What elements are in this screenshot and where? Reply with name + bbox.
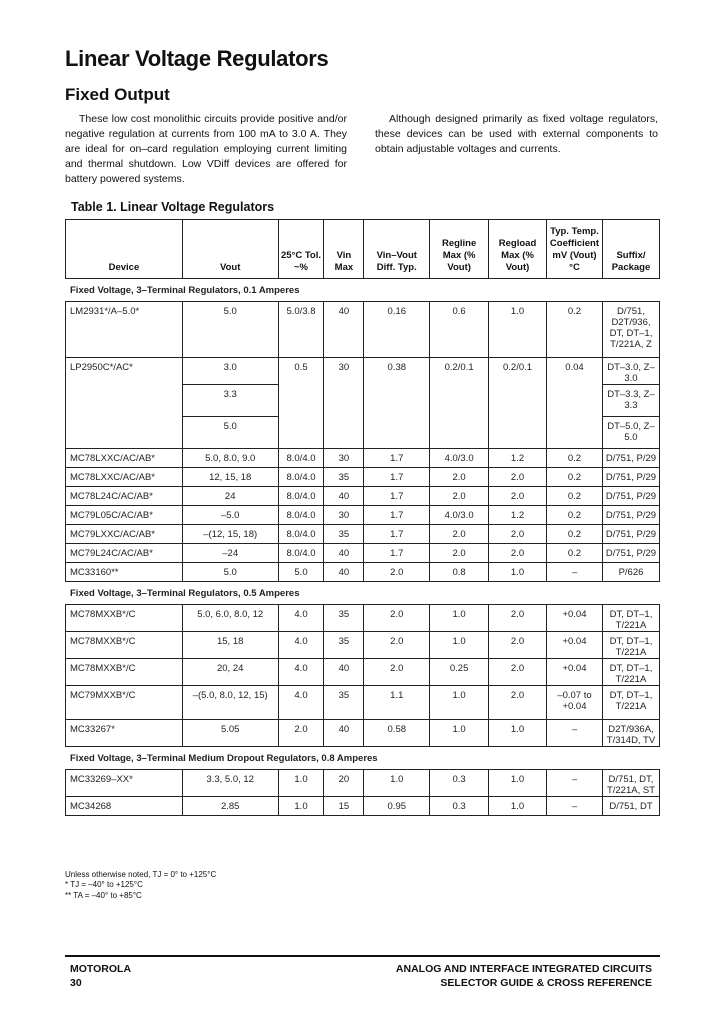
header-package: Suffix/ Package	[602, 220, 659, 279]
cell-device: LP2950C*/AC*	[66, 358, 183, 449]
cell-vout: –24	[182, 544, 278, 563]
cell-pkg: D/751, DT, T/221A, ST	[602, 770, 659, 797]
cell-device: MC33160**	[66, 563, 183, 582]
cell-tol: 8.0/4.0	[278, 468, 324, 487]
cell-tol: 4.0	[278, 605, 324, 632]
cell-tempco: 0.2	[546, 525, 602, 544]
cell-tempco: 0.2	[546, 449, 602, 468]
table-row	[66, 487, 660, 506]
cell-vin: 30	[324, 449, 364, 468]
cell-device: MC33269–XX*	[66, 770, 183, 797]
table-row	[66, 544, 660, 563]
cell-regload: 2.0	[489, 686, 547, 720]
header-vin-max: Vin Max	[324, 220, 364, 279]
cell-diff: 0.38	[364, 358, 430, 449]
table-row	[66, 770, 660, 797]
table-row	[66, 302, 660, 358]
cell-tempco: 0.2	[546, 544, 602, 563]
cell-tempco: +0.04	[546, 605, 602, 632]
cell-vin: 35	[324, 686, 364, 720]
cell-regline: 0.3	[430, 797, 489, 816]
cell-tempco: 0.2	[546, 506, 602, 525]
cell-tempco: 0.04	[546, 358, 602, 449]
cell-pkg: D2T/936A, T/314D, TV	[602, 720, 659, 747]
cell-tempco: 0.2	[546, 487, 602, 506]
cell-regload: 0.2/0.1	[489, 358, 547, 449]
table-row	[66, 525, 660, 544]
cell-tempco: –	[546, 563, 602, 582]
cell-diff: 1.7	[364, 449, 430, 468]
cell-tol: 1.0	[278, 797, 324, 816]
cell-pkg: DT, DT–1, T/221A	[602, 686, 659, 720]
cell-regline: 2.0	[430, 468, 489, 487]
footer-brand: MOTOROLA	[70, 963, 132, 975]
cell-regline: 1.0	[430, 632, 489, 659]
cell-device: MC78LXXC/AC/AB*	[66, 468, 183, 487]
table-row	[66, 506, 660, 525]
table-row	[66, 468, 660, 487]
cell-regload: 2.0	[489, 632, 547, 659]
cell-vin: 35	[324, 468, 364, 487]
footer-divider	[65, 955, 660, 957]
cell-vin: 40	[324, 720, 364, 747]
cell-device: MC78MXXB*/C	[66, 605, 183, 632]
cell-tol: 5.0	[278, 563, 324, 582]
cell-device: MC78MXXB*/C	[66, 632, 183, 659]
cell-regline: 2.0	[430, 525, 489, 544]
cell-vin: 35	[324, 632, 364, 659]
cell-vout: 5.0, 6.0, 8.0, 12	[182, 605, 278, 632]
cell-regload: 1.2	[489, 506, 547, 525]
cell-regline: 0.25	[430, 659, 489, 686]
section-row	[66, 279, 660, 302]
cell-tempco: –	[546, 720, 602, 747]
cell-regline: 1.0	[430, 605, 489, 632]
cell-tol: 2.0	[278, 720, 324, 747]
cell-tol: 8.0/4.0	[278, 487, 324, 506]
section-title: Fixed Voltage, 3–Terminal Medium Dropout Regulators, 0.8 Amperes	[66, 747, 660, 770]
cell-regload: 1.0	[489, 797, 547, 816]
footer-title-line1: ANALOG AND INTERFACE INTEGRATED CIRCUITS	[395, 963, 652, 975]
cell-diff: 1.7	[364, 525, 430, 544]
section-heading: Fixed Output	[65, 85, 170, 104]
footnote-single-star: * TJ = –40° to +125°C	[65, 880, 143, 889]
table-row	[66, 686, 660, 720]
cell-tempco: –	[546, 770, 602, 797]
cell-diff: 0.58	[364, 720, 430, 747]
cell-device: MC79LXXC/AC/AB*	[66, 525, 183, 544]
cell-diff: 1.7	[364, 487, 430, 506]
cell-diff: 0.95	[364, 797, 430, 816]
cell-vin: 40	[324, 487, 364, 506]
cell-regload: 1.0	[489, 720, 547, 747]
cell-regline: 1.0	[430, 686, 489, 720]
cell-pkg: D/751, D2T/936, DT, DT–1, T/221A, Z	[602, 302, 659, 358]
table-row	[66, 563, 660, 582]
header-device: Device	[66, 220, 183, 279]
footer-page-number: 30	[70, 977, 82, 989]
cell-pkg: P/626	[602, 563, 659, 582]
cell-vout: 20, 24	[182, 659, 278, 686]
cell-tol: 1.0	[278, 770, 324, 797]
cell-pkg: D/751, P/29	[602, 506, 659, 525]
cell-regline: 2.0	[430, 487, 489, 506]
cell-vin: 30	[324, 506, 364, 525]
cell-device: MC79L24C/AC/AB*	[66, 544, 183, 563]
cell-diff: 1.0	[364, 770, 430, 797]
cell-pkg: D/751, P/29	[602, 487, 659, 506]
cell-vin: 40	[324, 659, 364, 686]
header-differential: Vin–Vout Diff. Typ.	[364, 220, 430, 279]
cell-tempco: –	[546, 797, 602, 816]
cell-regload: 1.0	[489, 563, 547, 582]
cell-pkg: D/751, DT	[602, 797, 659, 816]
table-row	[66, 449, 660, 468]
table-row	[66, 605, 660, 632]
header-tolerance: 25°C Tol. ~%	[278, 220, 324, 279]
regulators-table	[65, 219, 660, 816]
cell-vout: –5.0	[182, 506, 278, 525]
cell-vout: 2.85	[182, 797, 278, 816]
section-title: Fixed Voltage, 3–Terminal Regulators, 0.1 Amperes	[66, 279, 660, 302]
cell-tol: 0.5	[278, 358, 324, 449]
cell-vin: 40	[324, 302, 364, 358]
cell-regline: 0.6	[430, 302, 489, 358]
cell-regload: 2.0	[489, 659, 547, 686]
cell-regload: 1.0	[489, 302, 547, 358]
cell-regload: 2.0	[489, 487, 547, 506]
cell-pkg: DT–3.0, Z–3.0	[602, 358, 659, 385]
cell-tol: 4.0	[278, 686, 324, 720]
cell-regline: 0.2/0.1	[430, 358, 489, 449]
cell-device: LM2931*/A–5.0*	[66, 302, 183, 358]
cell-pkg: D/751, P/29	[602, 449, 659, 468]
section-title: Fixed Voltage, 3–Terminal Regulators, 0.5 Amperes	[66, 582, 660, 605]
cell-diff: 2.0	[364, 632, 430, 659]
cell-pkg: DT, DT–1, T/221A	[602, 632, 659, 659]
footer-left	[70, 962, 131, 990]
cell-vout: 3.3, 5.0, 12	[182, 770, 278, 797]
cell-regload: 1.0	[489, 770, 547, 797]
cell-tempco: 0.2	[546, 302, 602, 358]
cell-diff: 2.0	[364, 563, 430, 582]
footnote-double-star: ** TA = –40° to +85°C	[65, 891, 142, 900]
table-row	[66, 720, 660, 747]
cell-regline: 0.3	[430, 770, 489, 797]
cell-diff: 1.7	[364, 544, 430, 563]
cell-tol: 8.0/4.0	[278, 544, 324, 563]
cell-diff: 2.0	[364, 605, 430, 632]
cell-regline: 0.8	[430, 563, 489, 582]
cell-pkg: DT–3.3, Z–3.3	[602, 385, 659, 417]
table-row	[66, 659, 660, 686]
cell-tempco: 0.2	[546, 468, 602, 487]
cell-regload: 2.0	[489, 525, 547, 544]
cell-tol: 4.0	[278, 659, 324, 686]
cell-tempco: +0.04	[546, 632, 602, 659]
table-header-row	[66, 220, 660, 279]
cell-diff: 1.1	[364, 686, 430, 720]
cell-device: MC33267*	[66, 720, 183, 747]
cell-tol: 4.0	[278, 632, 324, 659]
cell-vout: –(12, 15, 18)	[182, 525, 278, 544]
cell-vin: 35	[324, 525, 364, 544]
cell-regline: 4.0/3.0	[430, 449, 489, 468]
intro-right-paragraph: Although designed primarily as fixed voltage regulators, these devices can be used with external components to obtain adjustable voltages and currents.	[375, 113, 658, 155]
cell-pkg: D/751, P/29	[602, 525, 659, 544]
cell-diff: 2.0	[364, 659, 430, 686]
header-vout: Vout	[182, 220, 278, 279]
footnote-conditions: Unless otherwise noted, TJ = 0° to +125°C	[65, 870, 217, 879]
table-caption: Table 1. Linear Voltage Regulators	[71, 200, 275, 214]
cell-device: MC78LXXC/AC/AB*	[66, 449, 183, 468]
cell-vout: 15, 18	[182, 632, 278, 659]
cell-device: MC78MXXB*/C	[66, 659, 183, 686]
section-row	[66, 582, 660, 605]
cell-vin: 20	[324, 770, 364, 797]
cell-regline: 2.0	[430, 544, 489, 563]
cell-vout: 5.0	[182, 417, 278, 449]
header-regline: Regline Max (% Vout)	[430, 220, 489, 279]
cell-diff: 0.16	[364, 302, 430, 358]
table-body	[66, 279, 660, 816]
cell-pkg: D/751, P/29	[602, 544, 659, 563]
section-row	[66, 747, 660, 770]
cell-regload: 1.2	[489, 449, 547, 468]
cell-regload: 2.0	[489, 544, 547, 563]
cell-device: MC78L24C/AC/AB*	[66, 487, 183, 506]
cell-device: MC79MXXB*/C	[66, 686, 183, 720]
table-row	[66, 358, 660, 385]
cell-tempco: +0.04	[546, 659, 602, 686]
cell-vin: 40	[324, 544, 364, 563]
cell-vout: 5.0	[182, 563, 278, 582]
cell-device: MC79L05C/AC/AB*	[66, 506, 183, 525]
cell-tol: 8.0/4.0	[278, 449, 324, 468]
cell-vin: 30	[324, 358, 364, 449]
cell-tol: 5.0/3.8	[278, 302, 324, 358]
cell-regload: 2.0	[489, 468, 547, 487]
cell-vout: 5.0, 8.0, 9.0	[182, 449, 278, 468]
cell-vout: 24	[182, 487, 278, 506]
cell-pkg: D/751, P/29	[602, 468, 659, 487]
footer-right	[396, 962, 652, 990]
cell-tempco: –0.07 to +0.04	[546, 686, 602, 720]
cell-vout: –(5.0, 8.0, 12, 15)	[182, 686, 278, 720]
cell-tol: 8.0/4.0	[278, 506, 324, 525]
cell-vin: 40	[324, 563, 364, 582]
cell-vin: 35	[324, 605, 364, 632]
cell-regline: 1.0	[430, 720, 489, 747]
cell-regload: 2.0	[489, 605, 547, 632]
cell-pkg: DT, DT–1, T/221A	[602, 605, 659, 632]
cell-vout: 5.05	[182, 720, 278, 747]
header-temp-coefficient: Typ. Temp. Coefficient mV (Vout) °C	[546, 220, 602, 279]
cell-diff: 1.7	[364, 468, 430, 487]
cell-tol: 8.0/4.0	[278, 525, 324, 544]
cell-vout: 12, 15, 18	[182, 468, 278, 487]
cell-diff: 1.7	[364, 506, 430, 525]
cell-pkg: DT–5.0, Z–5.0	[602, 417, 659, 449]
page-title: Linear Voltage Regulators	[65, 46, 329, 71]
cell-vout: 5.0	[182, 302, 278, 358]
cell-vout: 3.3	[182, 385, 278, 417]
cell-vout: 3.0	[182, 358, 278, 385]
cell-pkg: DT, DT–1, T/221A	[602, 659, 659, 686]
table-row	[66, 797, 660, 816]
cell-device: MC34268	[66, 797, 183, 816]
intro-left-paragraph: These low cost monolithic circuits provide positive and/or negative regulation at currents from 100 mA to 3.0 A. They are ideal for on–card regulation employing current limiting and thermal shutdown. Low VDiff devices are offered for battery powered systems.	[65, 113, 347, 185]
header-regload: Regload Max (% Vout)	[489, 220, 547, 279]
table-row	[66, 632, 660, 659]
footer-title-line2: SELECTOR GUIDE & CROSS REFERENCE	[440, 977, 652, 989]
cell-regline: 4.0/3.0	[430, 506, 489, 525]
cell-vin: 15	[324, 797, 364, 816]
